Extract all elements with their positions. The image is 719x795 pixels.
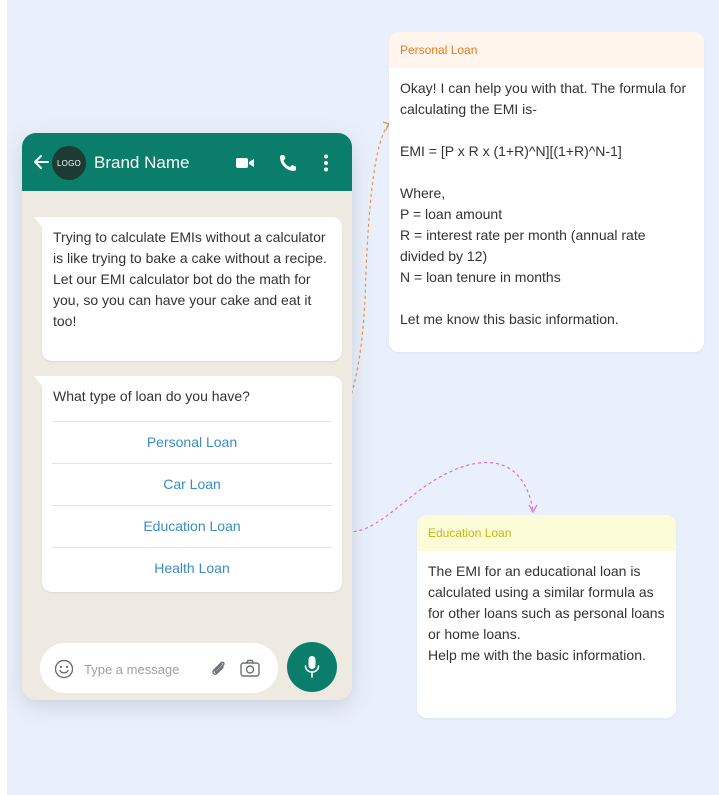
option-health-loan[interactable]: Health Loan [52, 547, 332, 589]
phone-icon[interactable] [278, 154, 298, 172]
chat-window [22, 133, 352, 700]
personal-intro: Okay! I can help you with that. The formula for calculating the EMI is- [400, 80, 687, 117]
p-definition: P = loan amount [400, 206, 503, 222]
loan-type-question: What type of loan do you have? [53, 388, 250, 404]
option-car-loan[interactable]: Car Loan [52, 463, 332, 505]
emi-formula: EMI = [P x R x (1+R)^N][(1+R)^N-1] [400, 143, 622, 159]
arrow-left-icon[interactable] [32, 153, 50, 171]
message-input[interactable] [82, 658, 201, 680]
r-definition: R = interest rate per month (annual rate divided by 12) [400, 227, 646, 264]
where-label: Where, [400, 185, 446, 201]
brand-name: Brand Name [94, 153, 190, 172]
bubble-tail [34, 217, 42, 227]
education-loan-card-body [417, 551, 676, 666]
microphone-button[interactable] [287, 642, 337, 692]
microphone-icon [303, 655, 321, 679]
bubble-tail [34, 376, 42, 386]
video-camera-icon[interactable] [235, 154, 255, 172]
personal-closing: Let me know this basic information. [400, 311, 619, 327]
personal-loan-card [389, 32, 704, 352]
education-loan-card-title: Education Loan [417, 515, 676, 551]
message-composer [40, 643, 278, 693]
brand-logo: LOGO [52, 146, 86, 180]
personal-loan-card-body [389, 68, 704, 330]
camera-icon[interactable] [239, 658, 261, 678]
kebab-menu-icon[interactable] [316, 154, 336, 172]
education-loan-card [417, 515, 676, 718]
chat-header [22, 133, 352, 191]
chat-body [22, 191, 352, 700]
education-closing: Help me with the basic information. [428, 647, 646, 663]
emoji-icon[interactable] [54, 659, 74, 679]
personal-loan-card-title: Personal Loan [389, 32, 704, 68]
loan-type-question-bubble [42, 376, 342, 592]
welcome-message-bubble [42, 217, 342, 361]
welcome-message-text: Trying to calculate EMIs without a calculator is like trying to bake a cake without a recipe. Let our EMI calculator bot do the math for you, so you can have your cake and eat it too! [53, 229, 327, 329]
option-education-loan[interactable]: Education Loan [52, 505, 332, 547]
education-body: The EMI for an educational loan is calculated using a similar formula as for other loans such as personal loans or home loans. [428, 563, 665, 642]
paperclip-icon[interactable] [208, 658, 228, 678]
option-personal-loan[interactable]: Personal Loan [52, 421, 332, 463]
n-definition: N = loan tenure in months [400, 269, 561, 285]
